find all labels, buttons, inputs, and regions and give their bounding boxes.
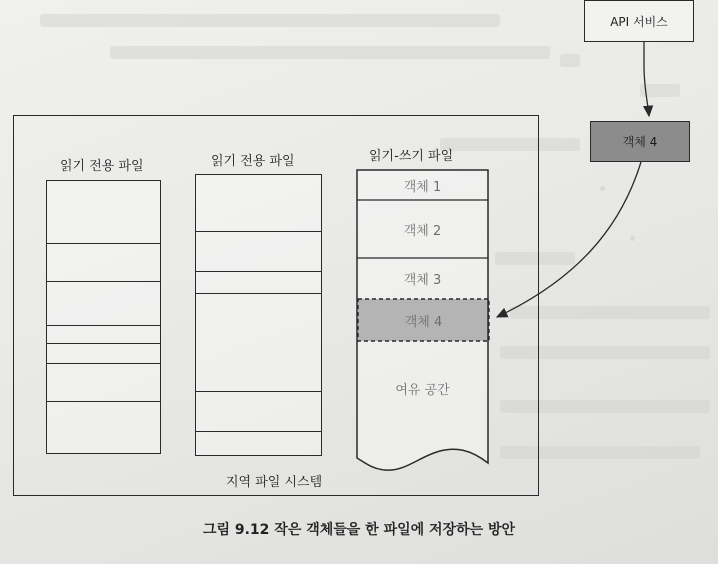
figure-caption: 그림 9.12 작은 객체들을 한 파일에 저장하는 방안 — [202, 522, 516, 538]
file-title-read-write: 읽기-쓰기 파일 — [369, 149, 454, 164]
file-title-read-only-1: 읽기 전용 파일 — [60, 159, 144, 174]
arrow-object-to-file — [497, 162, 641, 317]
local-filesystem-label: 지역 파일 시스템 — [226, 475, 323, 490]
api-service-label: API 서비스 — [610, 14, 668, 29]
arrow-api-to-object — [644, 42, 649, 116]
file-title-read-only-2: 읽기 전용 파일 — [211, 154, 295, 169]
read-write-file-outline — [357, 170, 488, 470]
incoming-object-label: 객체 4 — [622, 135, 658, 149]
